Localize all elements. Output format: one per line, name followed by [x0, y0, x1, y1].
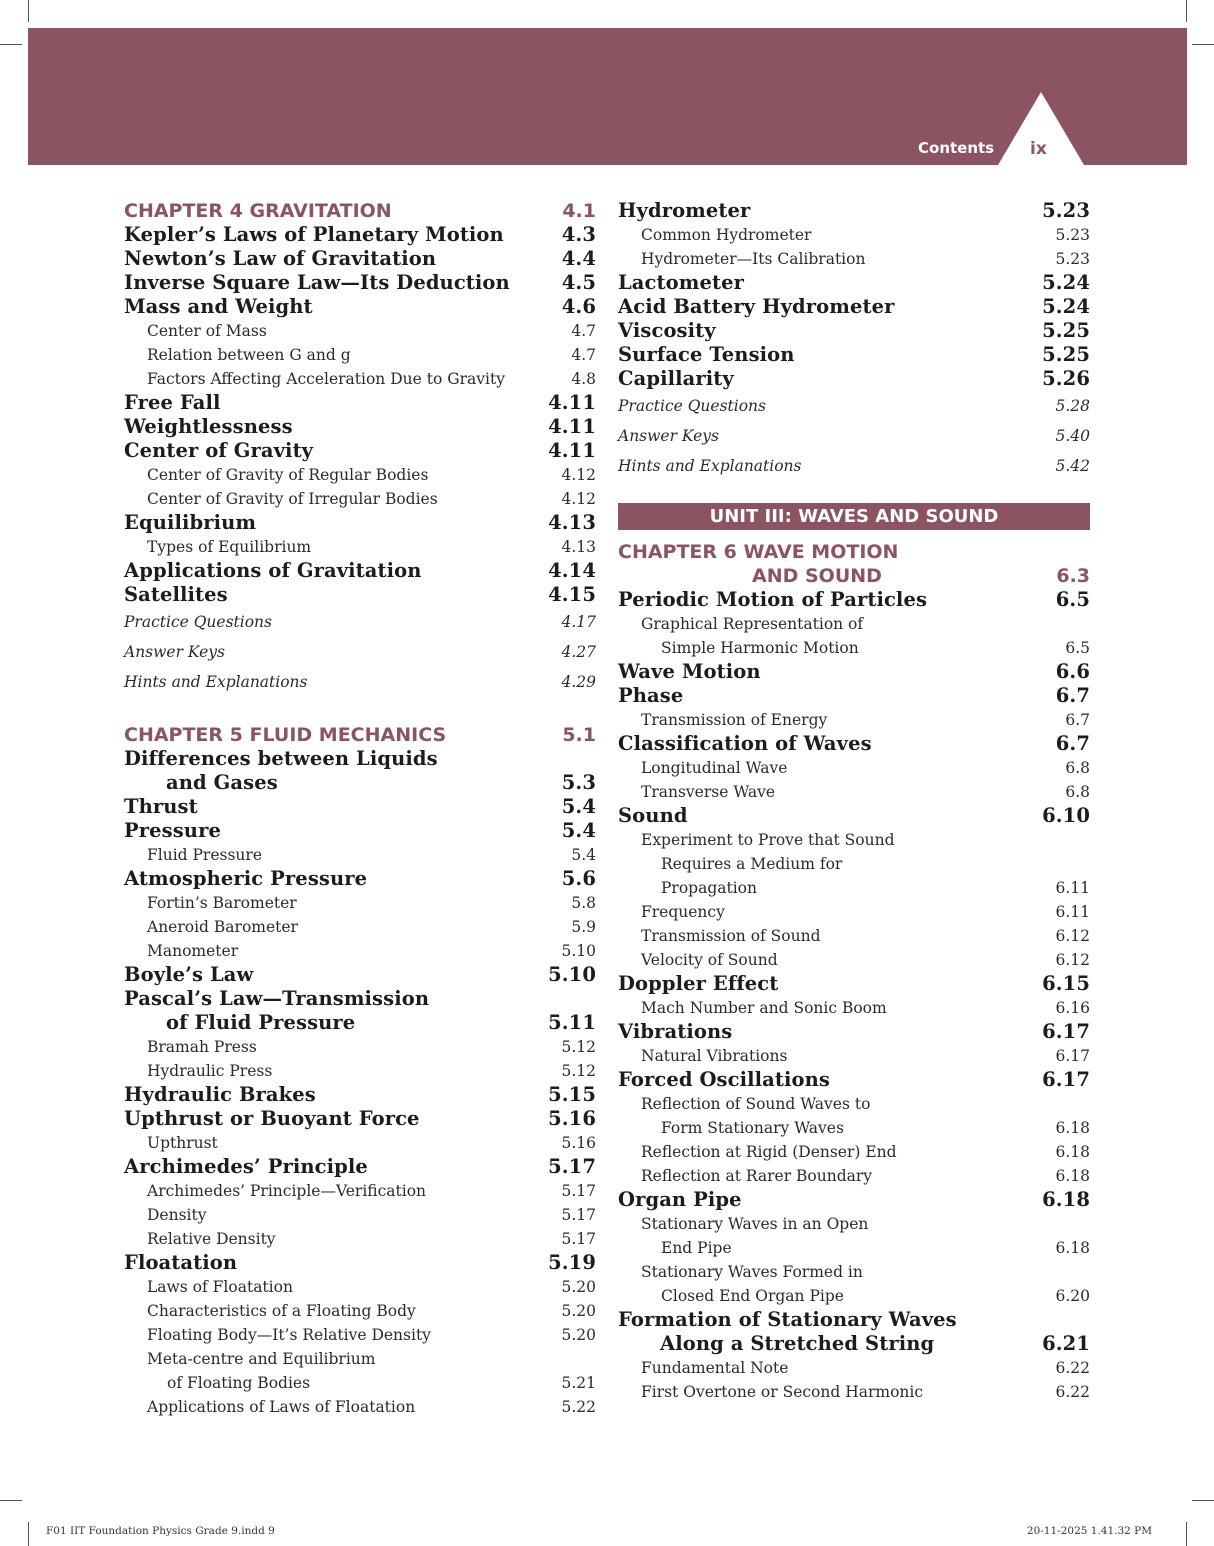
- toc-subtopic: [124, 1227, 596, 1251]
- toc-entry-title: Hints and Explanations: [618, 457, 802, 475]
- toc-entry-page: 6.11: [1055, 879, 1090, 897]
- toc-topic: [618, 343, 1090, 367]
- toc-entry-title: Differences between Liquids: [124, 747, 438, 770]
- toc-entry-title: Forced Oscillations: [618, 1068, 830, 1091]
- toc-entry-page: 4.14: [548, 559, 596, 582]
- toc-subtopic: [124, 915, 596, 939]
- toc-entry-page: 5.4: [571, 846, 596, 864]
- toc-entry-page: 6.17: [1042, 1068, 1090, 1091]
- toc-entry-title: Meta-centre and Equilibrium: [147, 1350, 376, 1368]
- toc-topic: [124, 747, 596, 795]
- toc-entry-title: Applications of Gravitation: [124, 559, 422, 582]
- toc-topic: [618, 1308, 1090, 1356]
- toc-entry-title: Atmospheric Pressure: [124, 867, 368, 890]
- toc-entry-page: 6.5: [1065, 639, 1090, 657]
- toc-entry-title-continued: Simple Harmonic Motion: [661, 639, 859, 657]
- toc-entry-title-continued: Form Stationary Waves: [661, 1119, 844, 1137]
- toc-entry-title: Satellites: [124, 583, 228, 606]
- toc-entry-title: Transmission of Energy: [641, 711, 828, 729]
- toc-entry-page: 6.18: [1055, 1119, 1090, 1137]
- toc-topic: [124, 1083, 596, 1107]
- toc-entry-title: Frequency: [641, 903, 725, 921]
- toc-exercise: [618, 391, 1090, 421]
- toc-entry-page: 5.8: [571, 894, 596, 912]
- toc-topic: [124, 295, 596, 319]
- toc-entry-title: Hints and Explanations: [124, 673, 308, 691]
- toc-topic: [124, 223, 596, 247]
- toc-topic: [124, 271, 596, 295]
- toc-entry-title: Center of Mass: [147, 322, 267, 340]
- toc-entry-title: Boyle’s Law: [124, 963, 254, 986]
- crop-mark: [28, 1522, 29, 1546]
- toc-entry-title: CHAPTER 6 WAVE MOTION: [618, 541, 899, 563]
- toc-subtopic: [124, 1347, 596, 1395]
- toc-entry-page: 6.20: [1055, 1287, 1090, 1305]
- toc-entry-page: 5.24: [1042, 271, 1090, 294]
- toc-entry-title: Floatation: [124, 1251, 238, 1274]
- toc-topic: [124, 1155, 596, 1179]
- toc-subtopic: [618, 1212, 1090, 1260]
- toc-entry-page: 6.21: [1042, 1332, 1090, 1355]
- toc-entry-title: Free Fall: [124, 391, 221, 414]
- chapter-heading: [124, 723, 596, 747]
- toc-entry-title: Organ Pipe: [618, 1188, 742, 1211]
- toc-subtopic: [618, 1044, 1090, 1068]
- toc-entry-page: 5.42: [1055, 457, 1090, 475]
- toc-entry-page: 4.17: [561, 613, 596, 631]
- toc-entry-title: Inverse Square Law—Its Deduction: [124, 271, 510, 294]
- toc-topic: [618, 367, 1090, 391]
- toc-subtopic: [618, 828, 1090, 900]
- toc-entry-page: 4.8: [571, 370, 596, 388]
- toc-topic: [124, 819, 596, 843]
- toc-topic: [618, 295, 1090, 319]
- toc-subtopic: [124, 1203, 596, 1227]
- toc-entry-title: Stationary Waves in an Open: [641, 1215, 869, 1233]
- toc-entry-page: 5.24: [1042, 295, 1090, 318]
- toc-subtopic: [124, 939, 596, 963]
- toc-topic: [124, 511, 596, 535]
- toc-topic: [124, 963, 596, 987]
- toc-subtopic: [124, 1323, 596, 1347]
- toc-entry-title: Formation of Stationary Waves: [618, 1308, 957, 1331]
- toc-entry-title: First Overtone or Second Harmonic: [641, 1383, 924, 1401]
- toc-topic: [124, 559, 596, 583]
- toc-entry-page: 6.17: [1042, 1020, 1090, 1043]
- toc-entry-page: 5.10: [561, 942, 596, 960]
- toc-entry-page: 4.4: [561, 247, 596, 270]
- toc-exercise: [124, 607, 596, 637]
- toc-subtopic: [124, 1035, 596, 1059]
- toc-topic: [124, 1107, 596, 1131]
- toc-entry-title: Transmission of Sound: [641, 927, 821, 945]
- toc-entry-page: 5.10: [548, 963, 596, 986]
- toc-subtopic: [124, 1275, 596, 1299]
- toc-entry-title: Bramah Press: [147, 1038, 257, 1056]
- toc-entry-title: Classification of Waves: [618, 732, 872, 755]
- toc-entry-page: 6.16: [1055, 999, 1090, 1017]
- toc-subtopic: [618, 1140, 1090, 1164]
- crop-mark: [28, 0, 29, 22]
- toc-subtopic: [618, 1356, 1090, 1380]
- toc-topic: [618, 972, 1090, 996]
- toc-subtopic: [124, 1059, 596, 1083]
- toc-entry-page: 4.11: [548, 439, 596, 462]
- toc-subtopic: [124, 487, 596, 511]
- toc-entry-page: 5.16: [548, 1107, 596, 1130]
- toc-entry-title: Center of Gravity of Irregular Bodies: [147, 490, 438, 508]
- toc-entry-page: 5.40: [1055, 427, 1090, 445]
- toc-entry-page: 5.23: [1055, 250, 1090, 268]
- toc-topic: [618, 684, 1090, 708]
- toc-subtopic: [618, 1260, 1090, 1308]
- toc-exercise: [618, 421, 1090, 451]
- toc-topic: [618, 199, 1090, 223]
- toc-entry-title: Pressure: [124, 819, 221, 842]
- toc-entry-page: 5.6: [561, 867, 596, 890]
- toc-entry-title: Practice Questions: [124, 613, 272, 631]
- toc-entry-title-continued: End Pipe: [661, 1239, 732, 1257]
- footer-timestamp: 20-11-2025 1.41.32 PM: [1026, 1525, 1152, 1537]
- toc-entry-page: 5.17: [548, 1155, 596, 1178]
- toc-topic: [124, 987, 596, 1035]
- toc-entry-title: Stationary Waves Formed in: [641, 1263, 863, 1281]
- toc-entry-title: Weightlessness: [124, 415, 293, 438]
- toc-entry-page: 5.17: [561, 1230, 596, 1248]
- toc-entry-page: 5.20: [561, 1302, 596, 1320]
- toc-entry-title: Laws of Floatation: [147, 1278, 293, 1296]
- toc-topic: [618, 1020, 1090, 1044]
- toc-entry-title: Types of Equilibrium: [147, 538, 312, 556]
- toc-entry-page: 5.20: [561, 1278, 596, 1296]
- toc-entry-title: CHAPTER 5 FLUID MECHANICS: [124, 724, 447, 746]
- crop-mark: [1186, 0, 1187, 22]
- toc-entry-title: Transverse Wave: [641, 783, 776, 801]
- toc-entry-page: 5.22: [561, 1398, 596, 1416]
- toc-entry-page: 5.23: [1055, 226, 1090, 244]
- toc-entry-page: 4.13: [548, 511, 596, 534]
- toc-subtopic: [618, 924, 1090, 948]
- toc-entry-page: 5.12: [561, 1062, 596, 1080]
- toc-right-column: [618, 199, 1090, 1404]
- crop-mark: [1186, 1522, 1187, 1546]
- toc-subtopic: [124, 1299, 596, 1323]
- toc-entry-page: 5.1: [562, 724, 596, 746]
- toc-entry-page: 6.5: [1055, 588, 1090, 611]
- toc-entry-page: 6.18: [1055, 1167, 1090, 1185]
- chapter-heading: [124, 199, 596, 223]
- toc-entry-page: 6.3: [1056, 565, 1090, 587]
- toc-entry-page: 4.7: [571, 346, 596, 364]
- toc-subtopic: [124, 891, 596, 915]
- toc-subtopic: [618, 996, 1090, 1020]
- toc-entry-page: 5.28: [1055, 397, 1090, 415]
- toc-entry-title: Hydrometer: [618, 199, 751, 222]
- toc-subtopic: [124, 463, 596, 487]
- toc-topic: [124, 795, 596, 819]
- section-gap: [124, 697, 596, 723]
- toc-entry-page: 4.1: [562, 200, 596, 222]
- toc-entry-title: Reflection of Sound Waves to: [641, 1095, 871, 1113]
- crop-mark: [1192, 44, 1214, 45]
- toc-subtopic: [124, 367, 596, 391]
- toc-entry-title: Capillarity: [618, 367, 734, 390]
- toc-subtopic: [124, 535, 596, 559]
- toc-topic: [124, 415, 596, 439]
- toc-topic: [618, 1068, 1090, 1092]
- toc-entry-title-continued: Propagation: [661, 879, 757, 897]
- toc-topic: [618, 660, 1090, 684]
- toc-entry-page: 4.7: [571, 322, 596, 340]
- toc-entry-title: Newton’s Law of Gravitation: [124, 247, 437, 270]
- toc-entry-title: Center of Gravity: [124, 439, 314, 462]
- toc-entry-title-continued: Requires a Medium for: [661, 855, 843, 873]
- toc-entry-page: 5.4: [561, 819, 596, 842]
- toc-entry-title: Reflection at Rarer Boundary: [641, 1167, 873, 1185]
- toc-topic: [124, 867, 596, 891]
- page-number: ix: [1030, 139, 1047, 159]
- toc-entry-page: 5.26: [1042, 367, 1090, 390]
- section-label: Contents: [918, 139, 995, 157]
- toc-entry-title: Longitudinal Wave: [641, 759, 788, 777]
- toc-entry-title: Hydraulic Press: [147, 1062, 273, 1080]
- toc-entry-page: 5.17: [561, 1182, 596, 1200]
- toc-entry-title-continued: and Gases: [166, 771, 278, 794]
- toc-entry-title: Density: [147, 1206, 207, 1224]
- toc-entry-title: Mach Number and Sonic Boom: [641, 999, 887, 1017]
- toc-entry-page: 5.25: [1042, 343, 1090, 366]
- toc-entry-page: 4.5: [561, 271, 596, 294]
- toc-entry-title: Fundamental Note: [641, 1359, 789, 1377]
- toc-entry-page: 4.27: [561, 643, 596, 661]
- toc-entry-page: 4.29: [561, 673, 596, 691]
- toc-entry-page: 5.16: [561, 1134, 596, 1152]
- crop-mark: [1192, 1500, 1214, 1501]
- toc-entry-title: Upthrust or Buoyant Force: [124, 1107, 420, 1130]
- toc-entry-page: 6.8: [1065, 759, 1090, 777]
- unit-heading: UNIT III: WAVES AND SOUND: [618, 503, 1090, 530]
- toc-entry-title-continued: of Floating Bodies: [167, 1374, 311, 1392]
- toc-entry-title: Graphical Representation of: [641, 615, 864, 633]
- toc-entry-title: Applications of Laws of Floatation: [147, 1398, 416, 1416]
- toc-exercise: [124, 637, 596, 667]
- toc-entry-page: 4.3: [561, 223, 596, 246]
- toc-entry-title: Manometer: [147, 942, 239, 960]
- toc-entry-page: 6.8: [1065, 783, 1090, 801]
- chapter-heading: [618, 540, 1090, 588]
- toc-entry-title: CHAPTER 4 GRAVITATION: [124, 200, 392, 222]
- toc-entry-title-continued: Along a Stretched String: [660, 1332, 935, 1355]
- toc-entry-title: Velocity of Sound: [641, 951, 778, 969]
- toc-entry-title: Thrust: [124, 795, 198, 818]
- toc-entry-page: 6.6: [1055, 660, 1090, 683]
- toc-subtopic: [618, 1380, 1090, 1404]
- toc-entry-title: Archimedes’ Principle—Verification: [147, 1182, 427, 1200]
- toc-subtopic: [618, 223, 1090, 247]
- toc-entry-page: 6.11: [1055, 903, 1090, 921]
- toc-subtopic: [618, 756, 1090, 780]
- toc-entry-title: Reflection at Rigid (Denser) End: [641, 1143, 897, 1161]
- toc-entry-title: Hydrometer—Its Calibration: [641, 250, 866, 268]
- toc-subtopic: [124, 1395, 596, 1419]
- toc-entry-title: Phase: [618, 684, 684, 707]
- toc-entry-page: 4.13: [561, 538, 596, 556]
- toc-exercise: [124, 667, 596, 697]
- toc-entry-title: Fortin’s Barometer: [147, 894, 297, 912]
- toc-topic: [124, 439, 596, 463]
- toc-entry-title: Factors Affecting Acceleration Due to Gravity: [147, 370, 505, 388]
- toc-entry-page: 5.21: [561, 1374, 596, 1392]
- toc-subtopic: [124, 319, 596, 343]
- toc-entry-page: 6.12: [1055, 951, 1090, 969]
- crop-mark: [0, 44, 22, 45]
- toc-topic: [618, 271, 1090, 295]
- toc-entry-title: Natural Vibrations: [641, 1047, 788, 1065]
- toc-entry-page: 6.7: [1055, 684, 1090, 707]
- toc-entry-page: 5.15: [548, 1083, 596, 1106]
- toc-entry-title: Vibrations: [618, 1020, 733, 1043]
- footer-file-name: F01 IIT Foundation Physics Grade 9.indd 9: [46, 1525, 275, 1537]
- toc-entry-title: Acid Battery Hydrometer: [618, 295, 895, 318]
- toc-entry-title: Floating Body—It’s Relative Density: [147, 1326, 431, 1344]
- toc-subtopic: [618, 948, 1090, 972]
- toc-entry-page: 6.10: [1042, 804, 1090, 827]
- toc-entry-title-continued: Closed End Organ Pipe: [661, 1287, 844, 1305]
- toc-entry-page: 6.12: [1055, 927, 1090, 945]
- toc-subtopic: [124, 1179, 596, 1203]
- toc-entry-title: Pascal’s Law—Transmission: [124, 987, 430, 1010]
- toc-entry-page: 6.18: [1055, 1239, 1090, 1257]
- toc-subtopic: [618, 780, 1090, 804]
- toc-subtopic: [618, 1164, 1090, 1188]
- toc-entry-title: Mass and Weight: [124, 295, 313, 318]
- toc-entry-page: 6.7: [1055, 732, 1090, 755]
- toc-subtopic: [618, 247, 1090, 271]
- toc-entry-page: 5.4: [561, 795, 596, 818]
- toc-exercise: [618, 451, 1090, 481]
- toc-entry-page: 4.6: [561, 295, 596, 318]
- toc-entry-title: Periodic Motion of Particles: [618, 588, 928, 611]
- toc-subtopic: [618, 708, 1090, 732]
- crop-mark: [0, 1500, 22, 1501]
- toc-entry-title: Answer Keys: [124, 643, 225, 661]
- toc-entry-page: 5.3: [561, 771, 596, 794]
- toc-entry-page: 6.22: [1055, 1359, 1090, 1377]
- toc-entry-page: 4.12: [561, 490, 596, 508]
- toc-subtopic: [124, 843, 596, 867]
- toc-entry-page: 6.17: [1055, 1047, 1090, 1065]
- toc-entry-title: Practice Questions: [618, 397, 766, 415]
- toc-entry-page: 6.7: [1065, 711, 1090, 729]
- toc-entry-page: 5.12: [561, 1038, 596, 1056]
- toc-topic: [124, 1251, 596, 1275]
- toc-entry-title: Surface Tension: [618, 343, 795, 366]
- toc-topic: [618, 804, 1090, 828]
- toc-entry-title: Wave Motion: [618, 660, 761, 683]
- toc-entry-title: Upthrust: [147, 1134, 218, 1152]
- toc-entry-title: Kepler’s Laws of Planetary Motion: [124, 223, 504, 246]
- toc-topic: [124, 391, 596, 415]
- toc-entry-title: Relative Density: [147, 1230, 276, 1248]
- toc-entry-title: Experiment to Prove that Sound: [641, 831, 895, 849]
- toc-entry-title: Answer Keys: [618, 427, 719, 445]
- toc-entry-title: Hydraulic Brakes: [124, 1083, 316, 1106]
- toc-entry-title: Viscosity: [618, 319, 716, 342]
- toc-entry-title-continued: AND SOUND: [752, 565, 882, 587]
- toc-entry-page: 6.15: [1042, 972, 1090, 995]
- toc-entry-title: Characteristics of a Floating Body: [147, 1302, 416, 1320]
- toc-entry-title: Fluid Pressure: [147, 846, 262, 864]
- toc-topic: [618, 732, 1090, 756]
- toc-entry-title: Doppler Effect: [618, 972, 779, 995]
- toc-topic: [618, 1188, 1090, 1212]
- toc-entry-page: 5.23: [1042, 199, 1090, 222]
- toc-subtopic: [618, 900, 1090, 924]
- toc-entry-page: 4.12: [561, 466, 596, 484]
- toc-entry-page: 5.11: [548, 1011, 596, 1034]
- toc-entry-title: Equilibrium: [124, 511, 257, 534]
- toc-entry-title: Archimedes’ Principle: [124, 1155, 368, 1178]
- toc-entry-page: 4.15: [548, 583, 596, 606]
- toc-subtopic: [618, 612, 1090, 660]
- toc-topic: [124, 247, 596, 271]
- toc-entry-page: 6.18: [1042, 1188, 1090, 1211]
- toc-entry-title: Aneroid Barometer: [147, 918, 298, 936]
- toc-entry-page: 5.19: [548, 1251, 596, 1274]
- toc-entry-title: Common Hydrometer: [641, 226, 812, 244]
- toc-subtopic: [618, 1092, 1090, 1140]
- toc-entry-page: 4.11: [548, 391, 596, 414]
- toc-entry-title-continued: of Fluid Pressure: [166, 1011, 356, 1034]
- toc-entry-page: 6.22: [1055, 1383, 1090, 1401]
- toc-entry-title: Lactometer: [618, 271, 744, 294]
- toc-entry-title: Sound: [618, 804, 688, 827]
- toc-entry-title: Relation between G and g: [147, 346, 351, 364]
- toc-left-column: [124, 199, 596, 1419]
- toc-topic: [618, 319, 1090, 343]
- toc-entry-page: 6.18: [1055, 1143, 1090, 1161]
- toc-topic: [618, 588, 1090, 612]
- toc-topic: [124, 583, 596, 607]
- toc-entry-page: 5.9: [571, 918, 596, 936]
- toc-subtopic: [124, 1131, 596, 1155]
- toc-subtopic: [124, 343, 596, 367]
- toc-entry-title: Center of Gravity of Regular Bodies: [147, 466, 429, 484]
- toc-entry-page: 4.11: [548, 415, 596, 438]
- toc-entry-page: 5.17: [561, 1206, 596, 1224]
- toc-entry-page: 5.25: [1042, 319, 1090, 342]
- toc-entry-page: 5.20: [561, 1326, 596, 1344]
